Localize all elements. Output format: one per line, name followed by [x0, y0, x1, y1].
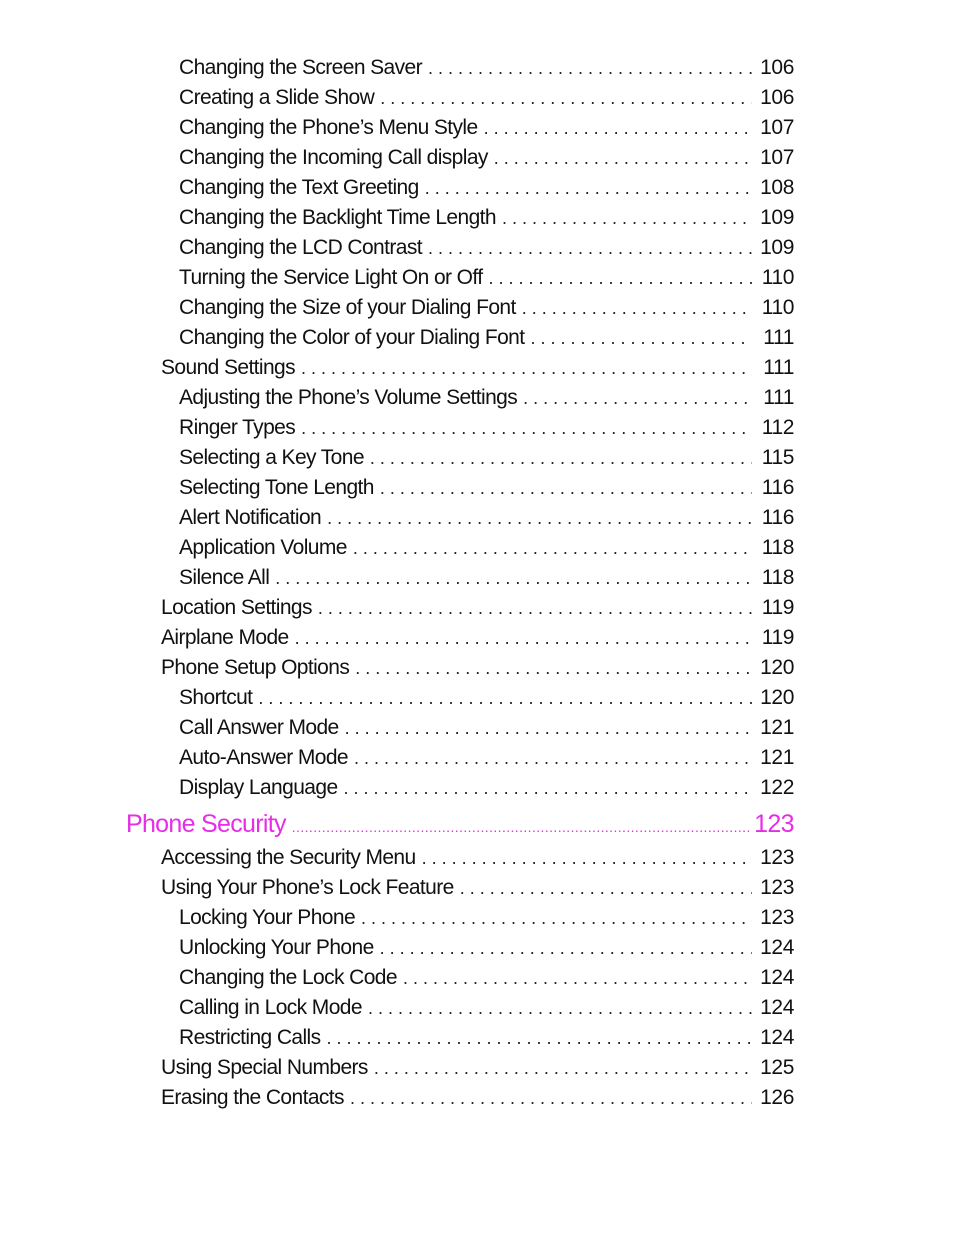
toc-entry[interactable]	[0, 713, 954, 743]
toc-dot-leader	[428, 53, 752, 83]
toc-entry-page-number: 124	[760, 936, 794, 959]
toc-dot-leader	[361, 903, 752, 933]
toc-entry-page-number: 111	[763, 326, 794, 349]
toc-entry[interactable]	[0, 683, 954, 713]
toc-dot-leader	[275, 563, 752, 593]
toc-entry-title: Calling in Lock Mode	[179, 996, 362, 1019]
toc-dot-leader	[258, 683, 752, 713]
toc-entry[interactable]	[0, 443, 954, 473]
toc-entry-page-number: 118	[761, 566, 794, 589]
toc-entry-page-number: 124	[760, 1026, 794, 1049]
toc-entry[interactable]	[0, 873, 954, 903]
toc-entry-title: Erasing the Contacts	[161, 1086, 344, 1109]
toc-dot-leader	[350, 1083, 752, 1113]
toc-dot-leader	[301, 353, 752, 383]
toc-dot-leader	[530, 323, 752, 353]
toc-dot-leader	[460, 873, 752, 903]
toc-entry-page-number: 126	[760, 1086, 794, 1109]
toc-entry-title: Changing the Color of your Dialing Font	[179, 326, 525, 349]
toc-entry-title: Selecting Tone Length	[179, 476, 374, 499]
toc-entry-page-number: 120	[760, 686, 794, 709]
toc-entry[interactable]	[0, 933, 954, 963]
toc-dot-leader	[502, 203, 752, 233]
toc-dot-leader	[318, 593, 752, 623]
toc-entry[interactable]	[0, 413, 954, 443]
toc-entry[interactable]	[0, 293, 954, 323]
toc-dot-leader	[422, 843, 752, 873]
toc-entry-page-number: 107	[760, 116, 794, 139]
toc-entry-title: Phone Setup Options	[161, 656, 350, 679]
toc-entry[interactable]	[0, 503, 954, 533]
toc-entry-page-number: 123	[760, 846, 794, 869]
toc-dot-leader	[345, 713, 752, 743]
toc-dot-leader	[368, 993, 752, 1023]
toc-entry-page-number: 115	[761, 446, 794, 469]
toc-dot-leader	[370, 443, 752, 473]
toc-entry[interactable]	[0, 563, 954, 593]
toc-entry-page-number: 106	[760, 56, 794, 79]
toc-entry-title: Airplane Mode	[161, 626, 289, 649]
toc-entry-title: Locking Your Phone	[179, 906, 356, 929]
toc-entry[interactable]	[0, 1023, 954, 1053]
toc-entry[interactable]	[0, 83, 954, 113]
toc-dot-leader	[374, 1053, 752, 1083]
toc-entry-page-number: 122	[760, 776, 794, 799]
toc-entry-title: Alert Notification	[179, 506, 322, 529]
toc-chapter-entry[interactable]	[0, 805, 954, 843]
toc-entry-title: Changing the Screen Saver	[179, 56, 422, 79]
toc-entry[interactable]	[0, 773, 954, 803]
toc-dot-leader	[428, 233, 752, 263]
toc-dot-leader	[380, 933, 752, 963]
toc-entry[interactable]	[0, 353, 954, 383]
toc-dot-leader	[425, 173, 752, 203]
toc-dot-leader	[403, 963, 752, 993]
toc-entry-page-number: 118	[761, 536, 794, 559]
toc-entry[interactable]	[0, 203, 954, 233]
toc-entry-title: Auto-Answer Mode	[179, 746, 348, 769]
toc-entry[interactable]	[0, 743, 954, 773]
toc-entry-title: Turning the Service Light On or Off	[179, 266, 483, 289]
toc-entry-page-number: 124	[760, 996, 794, 1019]
toc-entry[interactable]	[0, 383, 954, 413]
toc-dot-leader	[380, 83, 752, 113]
toc-entry-title: Call Answer Mode	[179, 716, 339, 739]
toc-entry-title: Changing the LCD Contrast	[179, 236, 422, 259]
toc-entry-page-number: 116	[761, 476, 794, 499]
toc-entry-title: Using Your Phone’s Lock Feature	[161, 876, 454, 899]
toc-dot-leader	[355, 653, 752, 683]
toc-entry-title: Display Language	[179, 776, 338, 799]
toc-entry[interactable]	[0, 1083, 954, 1113]
toc-entry[interactable]	[0, 113, 954, 143]
toc-entry-page-number: 110	[761, 296, 794, 319]
toc-dot-leader	[344, 773, 752, 803]
toc-entry-page-number: 112	[761, 416, 794, 439]
toc-section-security	[0, 843, 954, 1113]
toc-entry-page-number: 111	[763, 356, 794, 379]
toc-entry-title: Ringer Types	[179, 416, 296, 439]
toc-dot-leader	[489, 263, 753, 293]
toc-dot-leader	[292, 808, 752, 846]
toc-dot-leader	[380, 473, 752, 503]
toc-entry-page-number: 119	[761, 596, 794, 619]
toc-dot-leader	[494, 143, 752, 173]
toc-entry[interactable]	[0, 143, 954, 173]
toc-entry[interactable]	[0, 473, 954, 503]
toc-chapter-page-number: 123	[754, 810, 794, 838]
toc-entry-page-number: 123	[760, 876, 794, 899]
toc-dot-leader	[522, 293, 752, 323]
toc-dot-leader	[295, 623, 752, 653]
toc-entry-page-number: 121	[760, 746, 794, 769]
toc-entry-page-number: 125	[760, 1056, 794, 1079]
toc-entry[interactable]	[0, 623, 954, 653]
toc-dot-leader	[484, 113, 752, 143]
toc-entry-title: Changing the Size of your Dialing Font	[179, 296, 516, 319]
table-of-contents	[0, 53, 954, 1113]
toc-entry-title: Changing the Incoming Call display	[179, 146, 488, 169]
toc-entry[interactable]	[0, 233, 954, 263]
toc-entry-page-number: 106	[760, 86, 794, 109]
toc-entry[interactable]	[0, 173, 954, 203]
toc-entry-page-number: 107	[760, 146, 794, 169]
toc-entry[interactable]	[0, 843, 954, 873]
toc-entry-title: Shortcut	[179, 686, 253, 709]
toc-entry[interactable]	[0, 593, 954, 623]
toc-entry-title: Unlocking Your Phone	[179, 936, 374, 959]
toc-dot-leader	[523, 383, 752, 413]
toc-entry-title: Changing the Lock Code	[179, 966, 397, 989]
toc-entry-title: Changing the Text Greeting	[179, 176, 419, 199]
toc-entry[interactable]	[0, 653, 954, 683]
toc-dot-leader	[327, 503, 752, 533]
toc-entry-title: Silence All	[179, 566, 270, 589]
toc-entry[interactable]	[0, 993, 954, 1023]
toc-entry-title: Changing the Backlight Time Length	[179, 206, 496, 229]
toc-entry[interactable]	[0, 263, 954, 293]
toc-entry-page-number: 109	[760, 236, 794, 259]
toc-entry-title: Selecting a Key Tone	[179, 446, 364, 469]
toc-chapter-title: Phone Security	[126, 810, 286, 838]
toc-entry[interactable]	[0, 533, 954, 563]
toc-entry-page-number: 109	[760, 206, 794, 229]
toc-entry-page-number: 111	[763, 386, 794, 409]
toc-entry-title: Changing the Phone’s Menu Style	[179, 116, 478, 139]
toc-entry-page-number: 120	[760, 656, 794, 679]
toc-entry[interactable]	[0, 53, 954, 83]
toc-dot-leader	[327, 1023, 752, 1053]
toc-entry-title: Accessing the Security Menu	[161, 846, 416, 869]
toc-entry-title: Sound Settings	[161, 356, 296, 379]
toc-entry-title: Location Settings	[161, 596, 312, 619]
toc-dot-leader	[354, 743, 752, 773]
toc-entry[interactable]	[0, 963, 954, 993]
toc-entry-page-number: 108	[760, 176, 794, 199]
toc-dot-leader	[353, 533, 752, 563]
toc-entry-title: Using Special Numbers	[161, 1056, 368, 1079]
toc-dot-leader	[301, 413, 752, 443]
toc-section-display-and-sound	[0, 53, 954, 803]
toc-entry-title: Adjusting the Phone’s Volume Settings	[179, 386, 518, 409]
toc-entry[interactable]	[0, 323, 954, 353]
toc-entry-title: Creating a Slide Show	[179, 86, 375, 109]
toc-entry-page-number: 110	[761, 266, 794, 289]
toc-entry-page-number: 124	[760, 966, 794, 989]
toc-entry-page-number: 119	[761, 626, 794, 649]
toc-entry[interactable]	[0, 1053, 954, 1083]
toc-entry-page-number: 123	[760, 906, 794, 929]
toc-entry-page-number: 116	[761, 506, 794, 529]
toc-entry-title: Application Volume	[179, 536, 347, 559]
toc-entry-page-number: 121	[760, 716, 794, 739]
toc-entry-title: Restricting Calls	[179, 1026, 321, 1049]
toc-entry[interactable]	[0, 903, 954, 933]
